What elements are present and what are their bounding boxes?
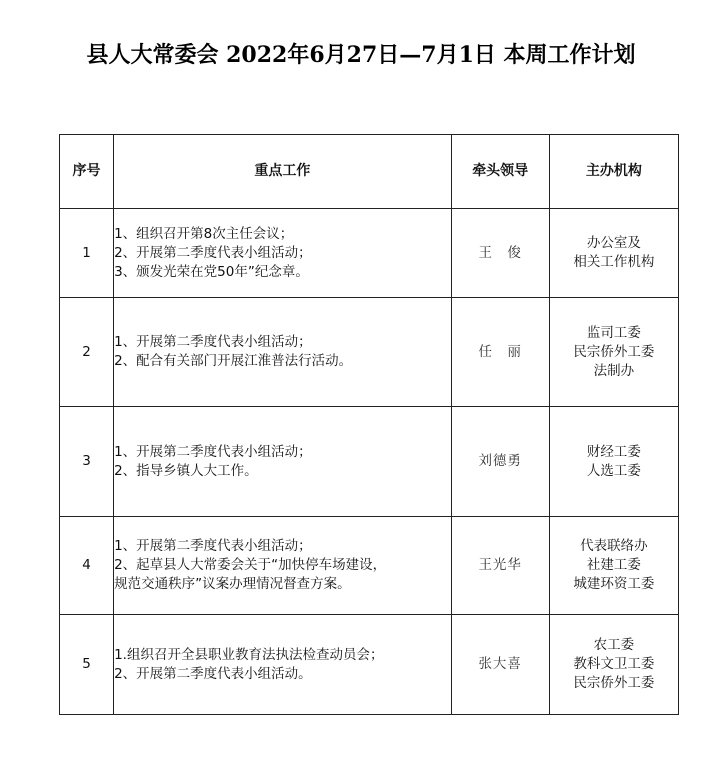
organizer-item: 财经工委: [586, 443, 641, 460]
work-item: 1、组织召开第8次主任会议；: [114, 225, 294, 242]
row-work: [114, 407, 452, 517]
work-item: 1.组织召开全县职业教育法执法检查动员会；: [114, 646, 384, 663]
row-lead: 任 丽: [451, 298, 549, 407]
organizer-item: 社建工委: [586, 557, 641, 573]
table-row: [60, 209, 679, 298]
row-number: 5: [60, 615, 114, 715]
header-lead: 牵头领导: [451, 135, 549, 209]
row-work: [114, 517, 452, 615]
organizer-item: 农工委: [593, 637, 635, 653]
work-plan-table: [59, 134, 679, 715]
organizer-item: 教科文卫工委: [573, 656, 655, 672]
organizer-item: 相关工作机构: [573, 254, 655, 270]
table-header-row: [60, 135, 679, 209]
row-number: 4: [60, 517, 114, 615]
header-number: 序号: [60, 135, 114, 209]
work-item: 1、开展第二季度代表小组活动；: [114, 538, 312, 554]
work-item: 2、配合有关部门开展江淮普法行活动。: [114, 353, 353, 369]
row-work: [114, 298, 452, 407]
organizer-item: 民宗侨外工委: [573, 675, 655, 691]
organizer-item: 法制办: [593, 362, 635, 379]
work-item: 2、开展第二季度代表小组活动。: [114, 665, 312, 682]
work-item: 3、颁发光荣在党50年”纪念章。: [114, 263, 309, 280]
table-row: [60, 298, 679, 407]
table-row: [60, 615, 679, 715]
organizer-item: 办公室及: [586, 235, 641, 251]
work-item: 1、开展第二季度代表小组活动；: [114, 334, 312, 350]
row-organizer: [549, 615, 678, 715]
row-lead: 刘德勇: [451, 407, 549, 517]
table-row: [60, 517, 679, 615]
work-item: 2、起草县人大常委会关于“加快停车场建设，: [114, 557, 387, 573]
row-work: [114, 209, 452, 298]
page-title: 县人大常委会 2022年6月27日—7月1日 本周工作计划: [86, 42, 636, 68]
row-lead: 王光华: [451, 517, 549, 615]
row-lead: 张大喜: [451, 615, 549, 715]
row-organizer: [549, 209, 678, 298]
row-number: 3: [60, 407, 114, 517]
header-key-work: 重点工作: [114, 135, 452, 209]
row-organizer: [549, 407, 678, 517]
header-organizer: 主办机构: [549, 135, 678, 209]
organizer-item: 代表联络办: [580, 538, 648, 554]
row-number: 2: [60, 298, 114, 407]
organizer-item: 民宗侨外工委: [573, 343, 655, 360]
row-lead: 王 俊: [451, 209, 549, 298]
work-item: 2、开展第二季度代表小组活动；: [114, 244, 312, 261]
row-organizer: [549, 298, 678, 407]
work-item: 1、开展第二季度代表小组活动；: [114, 443, 312, 460]
work-item: 2、指导乡镇人大工作。: [114, 462, 258, 479]
row-work: [114, 615, 452, 715]
table-row: [60, 407, 679, 517]
organizer-item: 监司工委: [586, 324, 641, 341]
row-number: 1: [60, 209, 114, 298]
organizer-item: 人选工委: [586, 462, 641, 479]
organizer-item: 城建环资工委: [573, 576, 655, 592]
row-organizer: [549, 517, 678, 615]
work-item: 规范交通秩序”议案办理情况督查方案。: [114, 576, 351, 592]
